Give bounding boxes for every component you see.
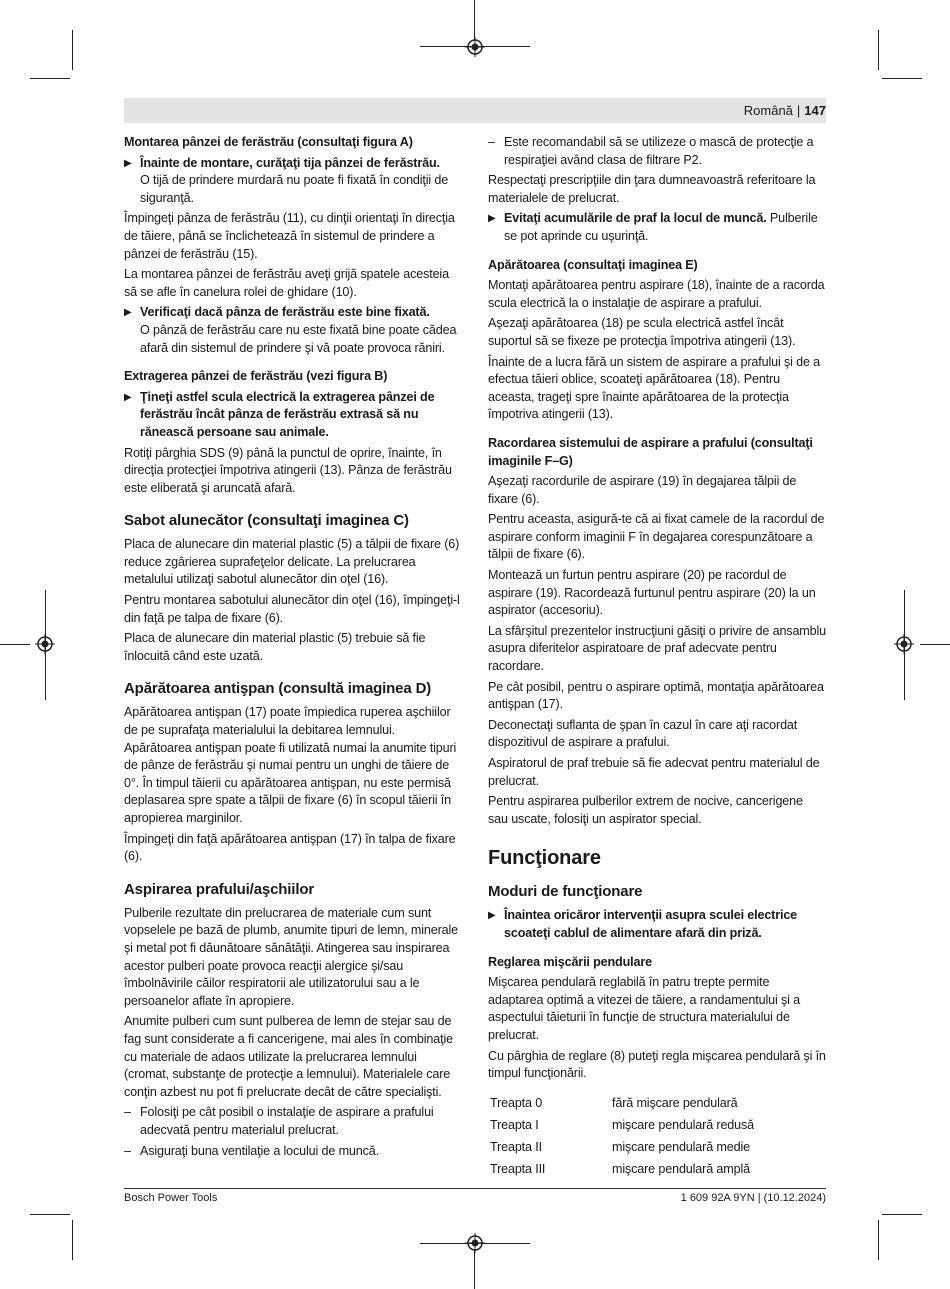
paragraph: Pe cât posibil, pentru o aspirare optimă, montaţia apărătoarea antişpan (17).	[488, 679, 824, 712]
chapter-heading: Funcţionare	[488, 847, 601, 870]
bullet-bold-text: Înaintea oricăror intervenţii asupra sculei electrice scoateţi cablul de alimentare afară din priză.	[504, 908, 798, 940]
paragraph: Cu pârghia de reglare (8) puteţi regla mişcarea pendulară şi în timpul funcţionării.	[488, 1048, 826, 1081]
table-row	[488, 1093, 754, 1115]
dash-bullet: –	[124, 1143, 131, 1158]
paragraph: La montarea pânzei de ferăstrău aveţi grijă spatele acesteia să se afle în canelura rolei de ghidare (10).	[124, 267, 449, 299]
crop-mark	[920, 644, 950, 645]
registration-mark-icon	[894, 634, 914, 654]
table-row	[488, 1137, 754, 1159]
paragraph: Pentru aceasta, asigură-te că ai fixat camele de la racordul de aspirare conform imaginii F în degajarea corespunzătoare a tălpii de fixare (6).	[488, 512, 825, 562]
footer-brand: Bosch Power Tools	[124, 1192, 218, 1204]
crop-mark	[72, 1220, 73, 1260]
table-cell-desc: fără mişcare pendulară	[612, 1095, 738, 1110]
crop-mark	[474, 0, 475, 40]
table-cell-step: Treapta III	[490, 1161, 546, 1176]
paragraph: Aspiratorul de praf trebuie să fie adecvat pentru materialul de prelucrat.	[488, 756, 820, 788]
bullet-bold-text: Verificaţi dacă pânza de ferăstrău este bine fixată.	[140, 305, 430, 320]
paragraph: Aşezaţi apărătoarea (18) pe scula electrică astfel încât suportul să se fixeze pe protecţia împotriva atingerii (13).	[488, 316, 796, 348]
paragraph: Pentru aspirarea pulberilor extrem de nocive, cancerigene sau uscate, folosiţi un aspirator special.	[488, 794, 803, 826]
warning-bullet	[124, 389, 464, 442]
bullet-bold-text: Evitaţi acumulările de praf la locul de muncă.	[504, 211, 767, 226]
paragraph: Placa de alunecare din material plastic (5) trebuie să fie înlocuită când este uzată.	[124, 631, 426, 663]
paragraph: Pulberile rezultate din prelucrarea de materiale cum sunt vopselele pe bază de plumb, anumite tipuri de lemn, minerale şi metal pot fi dăunătoare sănătăţii. Atingerea sau inspirarea acestor pulberi poate provoca reacţii alergice şi/sau îmbolnăvirile căilor respiratorii ale utilizatorului sau a le persoanelor aflate în apropiere.	[124, 905, 459, 1008]
registration-mark-icon	[35, 634, 55, 654]
table-row	[488, 1159, 754, 1181]
warning-bullet	[124, 304, 464, 357]
section-heading: Racordarea sistemului de aspirare a prafului (consultaţi imaginile F–G)	[488, 435, 813, 468]
pendulum-modes-table	[488, 1093, 754, 1181]
crop-mark	[882, 78, 922, 79]
dash-list-item	[124, 1104, 464, 1139]
list-text: Este recomandabil să se utilizeze o mască de protecţie a respiraţiei având clasa de filtrare P2.	[504, 135, 814, 167]
crop-mark	[882, 1214, 922, 1215]
table-cell-step: Treapta II	[490, 1139, 542, 1154]
crop-mark	[474, 1250, 475, 1289]
bullet-text: O tijă de prindere murdară nu poate fi fixată în condiţii de siguranţă.	[140, 173, 449, 205]
dash-list-item	[488, 134, 826, 169]
bullet-bold-text: Ţineţi astfel scula electrică la extragerea pânzei de ferăstrău încât pânza de ferăstrău extrasă să nu rănească persoane sau animale.	[140, 389, 435, 439]
footer-doc-number: 1 609 92A 9YN | (10.12.2024)	[680, 1192, 826, 1204]
table-cell-desc: mişcare pendulară medie	[612, 1139, 750, 1154]
crop-mark	[0, 644, 30, 645]
section-heading: Moduri de funcţionare	[488, 883, 643, 901]
section-heading: Sabot alunecător (consultaţi imaginea C)	[124, 512, 409, 530]
bullet-text: Pulberile se pot aprinde cu uşurinţă.	[504, 211, 818, 243]
left-column	[124, 134, 464, 1163]
paragraph: Mişcarea pendulară reglabilă în patru trepte permite adaptarea optimă a vitezei de tăiere, a randamentului şi a aspectului tăieturii în funcţie de structura materialului de prelucrat.	[488, 975, 800, 1042]
paragraph: Placa de alunecare din material plastic (5) a tălpii de fixare (6) reduce zgârierea suprafeţelor delicate. La prelucrarea metalului utilizaţi sabotul alunecător din oţel (16).	[124, 537, 460, 587]
right-column	[488, 134, 826, 1181]
crop-mark	[30, 1214, 70, 1215]
paragraph: Aşezaţi racordurile de aspirare (19) în degajarea tălpii de fixare (6).	[488, 474, 797, 506]
table-row	[488, 1115, 754, 1137]
section-heading: Apărătoarea (consultaţi imaginea E)	[488, 257, 698, 272]
section-heading: Apărătoarea antişpan (consultă imaginea D)	[124, 680, 432, 698]
crop-mark	[72, 30, 73, 70]
page-number: 147	[804, 103, 826, 118]
table-cell-desc: mişcare pendulară amplă	[612, 1161, 750, 1176]
page-header	[744, 102, 826, 120]
triangle-bullet-icon: ▶	[124, 157, 132, 169]
list-text: Asiguraţi buna ventilaţie a locului de muncă.	[140, 1143, 379, 1158]
paragraph: Montaţi apărătoarea pentru aspirare (18), înainte de a racorda scula electrică la o instalaţie de aspirare a prafului.	[488, 278, 825, 310]
header-language: Română	[743, 103, 793, 118]
paragraph: Rotiţi pârghia SDS (9) până la punctul de oprire, înainte, în direcţia protecţiei împotriva atingerii (13). Pânza de ferăstrău este eliberată şi aruncată afară.	[124, 445, 452, 495]
crop-mark	[878, 30, 879, 70]
triangle-bullet-icon: ▶	[488, 910, 496, 922]
warning-bullet	[124, 155, 464, 208]
crop-mark	[878, 1220, 879, 1260]
header-separator: |	[796, 103, 801, 118]
table-cell-step: Treapta 0	[490, 1095, 543, 1110]
paragraph: Apărătoarea antişpan (17) poate împiedica ruperea aşchiilor de pe suprafaţa materialului la debitarea lemnului. Apărătoarea antişpan poate fi utilizată numai la anumite tipuri de pânze de ferăstrău şi numai pentru un unghi de tăiere de 0°. În timpul tăierii cu apărătoarea antişpan, nu este permisă deplasarea spre spate a tălpii de fixare (6) în scopul tăierii în apropierea marginilor.	[124, 705, 457, 825]
dash-bullet: –	[124, 1105, 131, 1120]
triangle-bullet-icon: ▶	[124, 391, 132, 403]
warning-bullet	[488, 210, 826, 245]
section-heading: Montarea pânzei de ferăstrău (consultaţi figura A)	[124, 135, 413, 149]
triangle-bullet-icon: ▶	[488, 213, 496, 225]
paragraph: Împingeţi din faţă apărătoarea antişpan (17) în talpa de fixare (6).	[124, 831, 456, 864]
paragraph: Deconectaţi suflanta de şpan în cazul în care aţi racordat dispozitivul de aspirare a prafului.	[488, 717, 798, 750]
bullet-text: O pânză de ferăstrău care nu este fixată bine poate cădea afară din sistemul de prindere şi vă poate provoca răniri.	[140, 322, 457, 355]
header-band	[124, 98, 826, 123]
section-heading: Reglarea mişcării pendulare	[488, 954, 652, 969]
paragraph: Împingeţi pânza de ferăstrău (11), cu dinţii orientaţi în direcţia de tăiere, până se înclichetează în sistemul de prindere a pânzei de ferăstrău (15).	[124, 211, 455, 261]
paragraph: Respectaţi prescripţiile din ţara dumneavoastră referitoare la materialele de prelucrat.	[488, 173, 816, 205]
table-cell-step: Treapta I	[490, 1117, 539, 1132]
paragraph: La sfârşitul prezentelor instrucţiuni găsiţi o privire de ansamblu asupra diferitelor aspiratoare de praf adecvate pentru racordare.	[488, 623, 826, 674]
list-text: Folosiţi pe cât posibil o instalaţie de aspirare a prafului adecvată pentru materialul prelucrat.	[140, 1105, 434, 1137]
paragraph: Înainte de a lucra fără un sistem de aspirare a prafului şi de a efectua tăieri oblice, scoateţi apărătoarea (18). Pentru aceasta, trageţi spre înainte apărătoarea de la protecţia împotriva atingerii (13).	[488, 354, 821, 422]
crop-mark	[30, 78, 70, 79]
registration-mark-icon	[465, 1233, 485, 1253]
footer-rule	[124, 1188, 826, 1189]
dash-list-item	[124, 1143, 464, 1161]
bullet-bold-text: Înainte de montare, curăţaţi tija pânzei de ferăstrău.	[140, 155, 440, 170]
registration-mark-icon	[465, 37, 485, 57]
paragraph: Pentru montarea sabotului alunecător din oţel (16), împingeţi-l din faţă pe talpa de fixare (6).	[124, 593, 460, 625]
paragraph: Montează un furtun pentru aspirare (20) pe racordul de aspirare (19). Racordează furtunul pentru aspirare (20) la un aspirator (accesoriu).	[488, 568, 816, 618]
section-heading: Aspirarea prafului/aşchiilor	[124, 880, 315, 898]
triangle-bullet-icon: ▶	[124, 307, 132, 319]
table-cell-desc: mişcare pendulară redusă	[612, 1117, 755, 1132]
dash-bullet: –	[488, 135, 495, 149]
warning-bullet	[488, 907, 826, 942]
section-heading: Extragerea pânzei de ferăstrău (vezi figura B)	[124, 369, 388, 384]
paragraph: Anumite pulberi cum sunt pulberea de lemn de stejar sau de fag sunt considerate a fi cancerigene, mai ales în combinaţie cu materiale de adaos utilizate la prelucrarea lemnului (cromat, substanţe de protecţie a lemnului). Materialele care conţin azbest nu pot fi prelucrate decât de către specialişti.	[124, 1014, 453, 1099]
